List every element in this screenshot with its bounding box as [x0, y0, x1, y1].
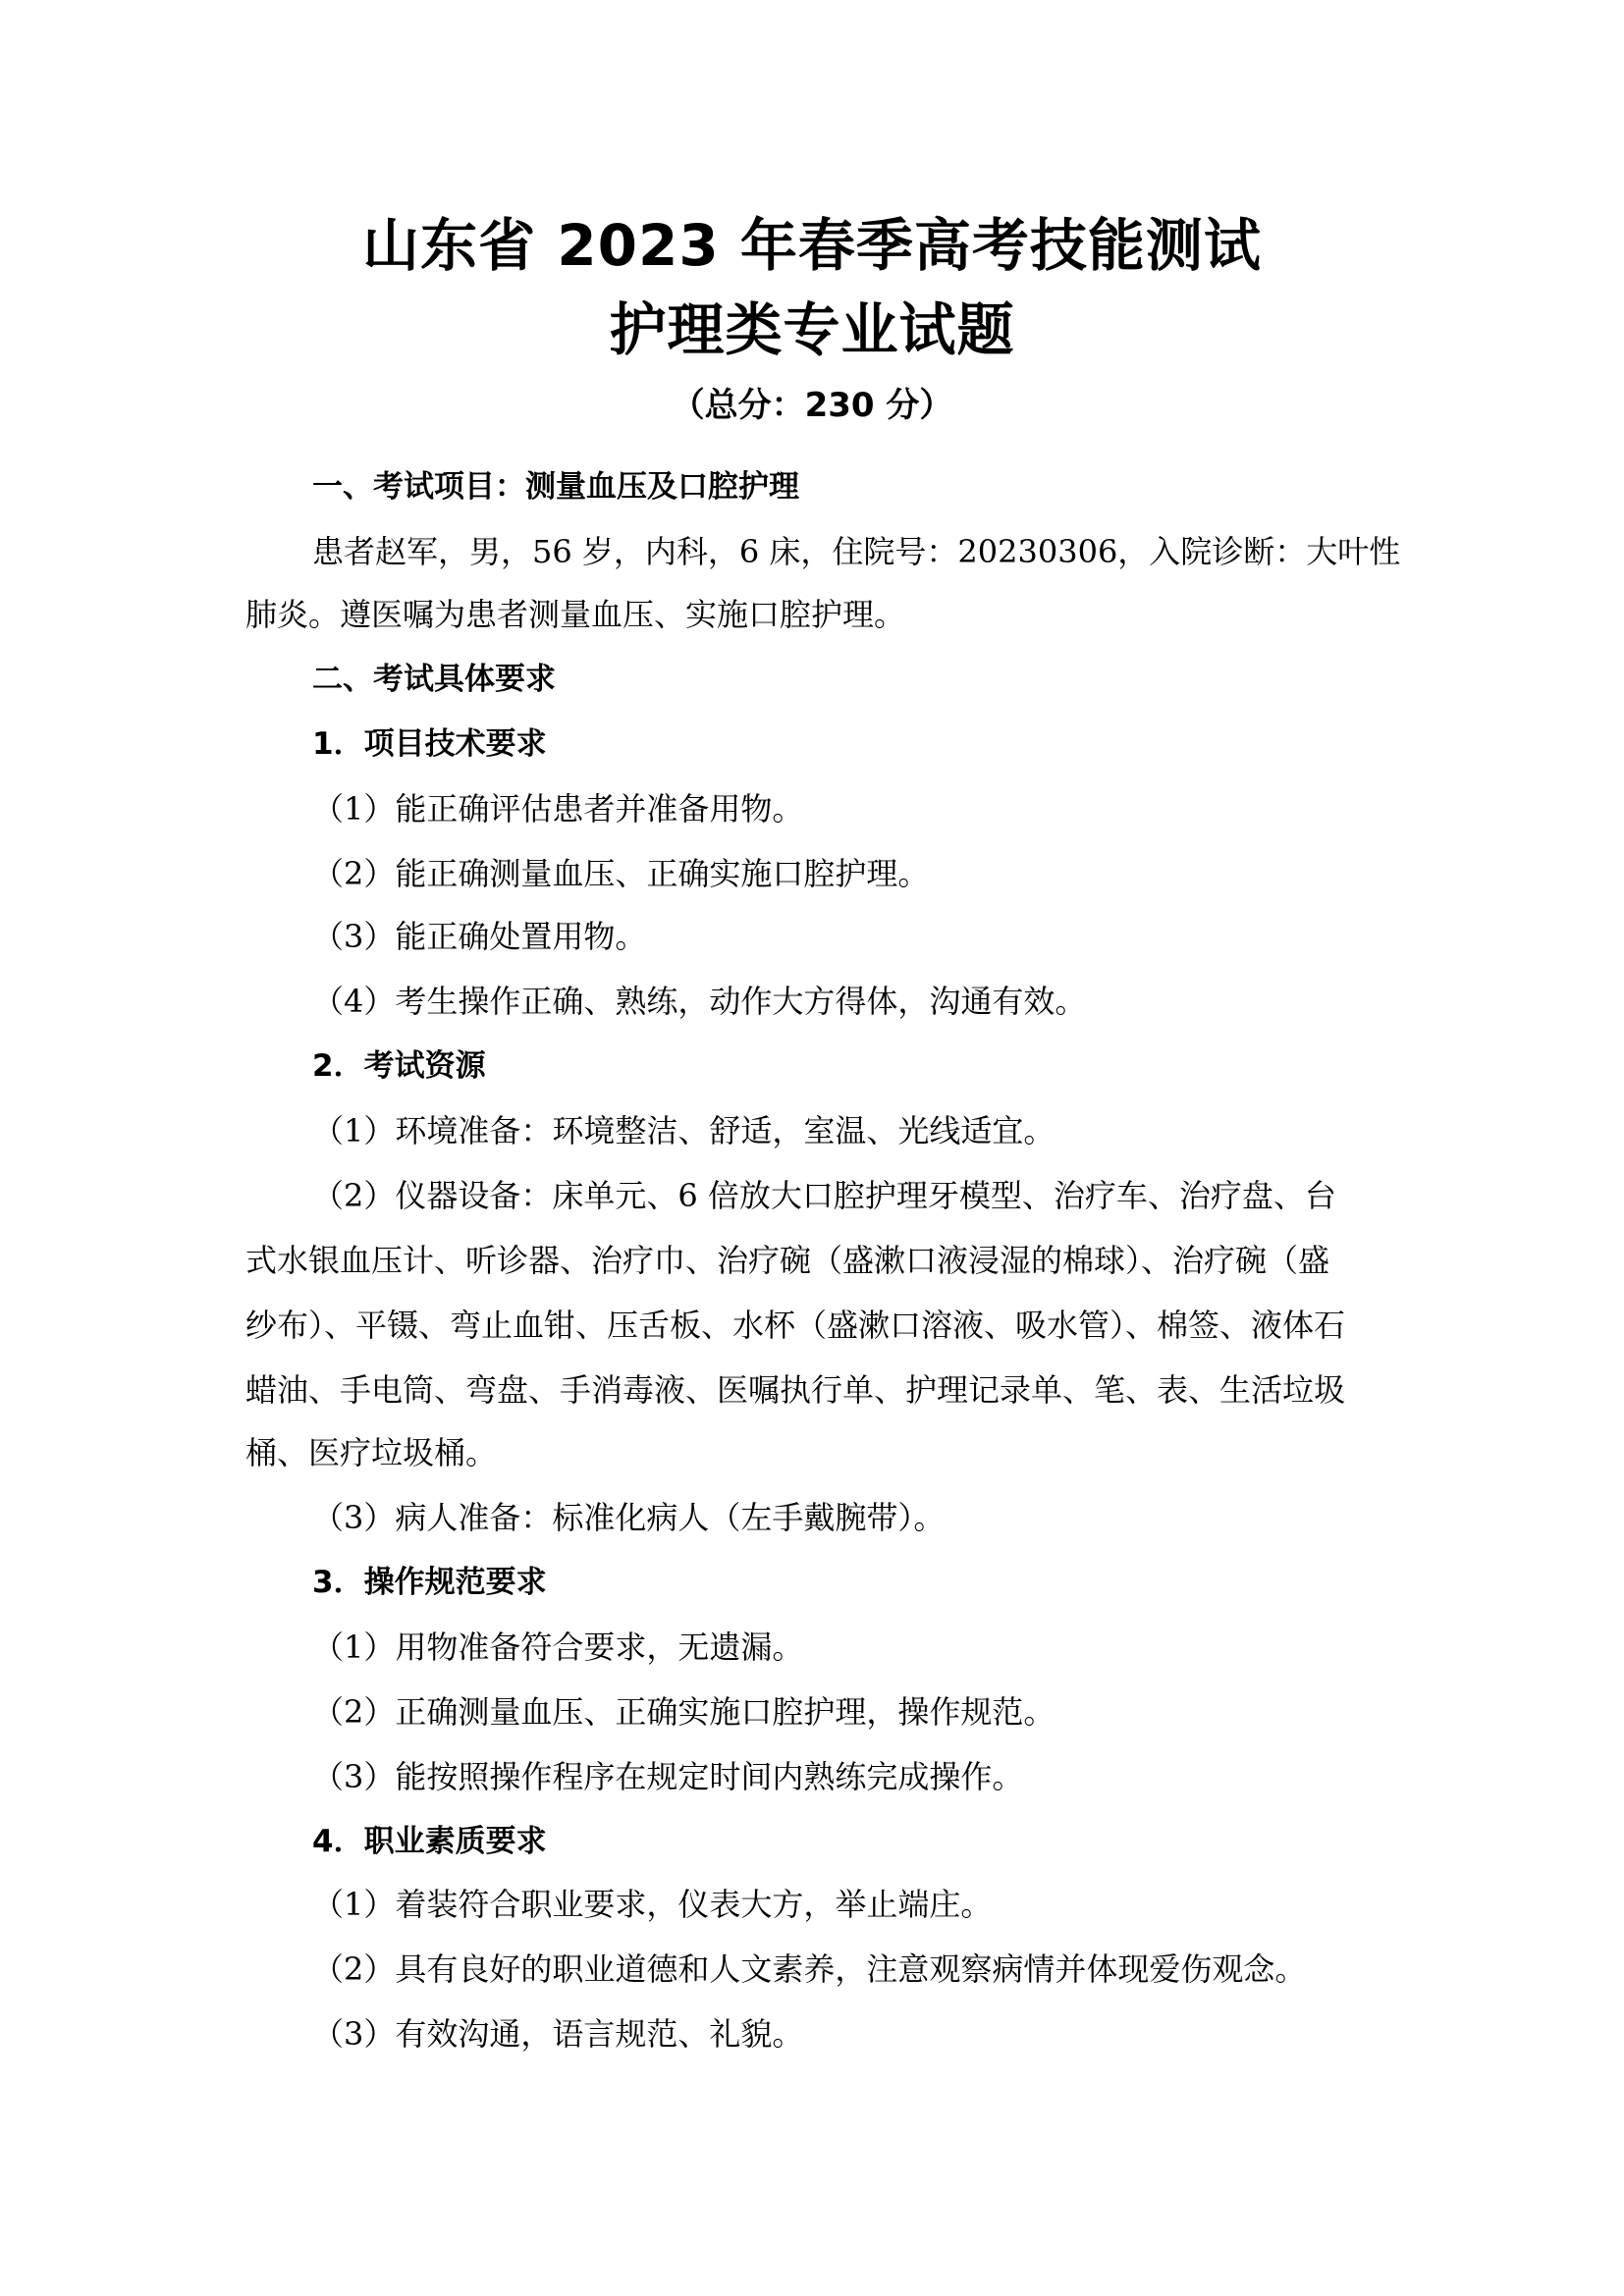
list-item: （3）能正确处置用物。 [312, 918, 647, 955]
list-item: （2）正确测量血压、正确实施口腔护理，操作规范。 [312, 1693, 1056, 1731]
list-item: （4）考生操作正确、熟练，动作大方得体，沟通有效。 [312, 983, 1087, 1020]
case-description-line-1: 患者赵军，男，56 岁，内科，6 床，住院号：20230306，入院诊断：大叶性 [312, 533, 1401, 570]
equipment-line-4: 蜡油、手电筒、弯盘、手消毒液、医嘱执行单、护理记录单、笔、表、生活垃圾 [245, 1371, 1346, 1409]
list-item: （3）有效沟通，语言规范、礼貌。 [312, 2015, 804, 2053]
part-3-heading: 3．操作规范要求 [312, 1565, 547, 1600]
list-item: （2）具有良好的职业道德和人文素养，注意观察病情并体现爱伤观念。 [312, 1950, 1307, 1988]
list-item: （1）环境准备：环境整洁、舒适，室温、光线适宜。 [312, 1112, 1056, 1149]
part-2-heading: 2．考试资源 [312, 1048, 486, 1084]
case-description-line-2: 肺炎。遵医嘱为患者测量血压、实施口腔护理。 [245, 596, 906, 633]
section-2-heading: 二、考试具体要求 [312, 662, 556, 697]
list-item: （1）用物准备符合要求，无遗漏。 [312, 1629, 804, 1666]
list-item: （1）能正确评估患者并准备用物。 [312, 790, 804, 828]
document-title-line-1: 山东省 2023 年春季高考技能测试 [362, 212, 1262, 279]
list-item: （3）能按照操作程序在规定时间内熟练完成操作。 [312, 1758, 1024, 1795]
section-1-heading: 一、考试项目：测量血压及口腔护理 [312, 469, 799, 505]
equipment-line-2: 式水银血压计、听诊器、治疗巾、治疗碗（盛漱口液浸湿的棉球）、治疗碗（盛 [245, 1242, 1330, 1279]
list-item: （2）能正确测量血压、正确实施口腔护理。 [312, 855, 930, 892]
total-score: （总分：230 分） [671, 386, 953, 425]
equipment-line-1: （2）仪器设备：床单元、6 倍放大口腔护理牙模型、治疗车、治疗盘、台 [312, 1177, 1336, 1214]
part-1-heading: 1．项目技术要求 [312, 726, 547, 762]
part-4-heading: 4．职业素质要求 [312, 1824, 547, 1859]
equipment-line-3: 纱布）、平镊、弯止血钳、压舌板、水杯（盛漱口溶液、吸水管）、棉签、液体石 [245, 1307, 1346, 1344]
list-item: （1）着装符合职业要求，仪表大方，举止端庄。 [312, 1886, 993, 1923]
equipment-line-5: 桶、医疗垃圾桶。 [245, 1434, 498, 1471]
list-item: （3）病人准备：标准化病人（左手戴腕带）。 [312, 1499, 946, 1536]
document-title-line-2: 护理类专业试题 [609, 296, 1015, 363]
